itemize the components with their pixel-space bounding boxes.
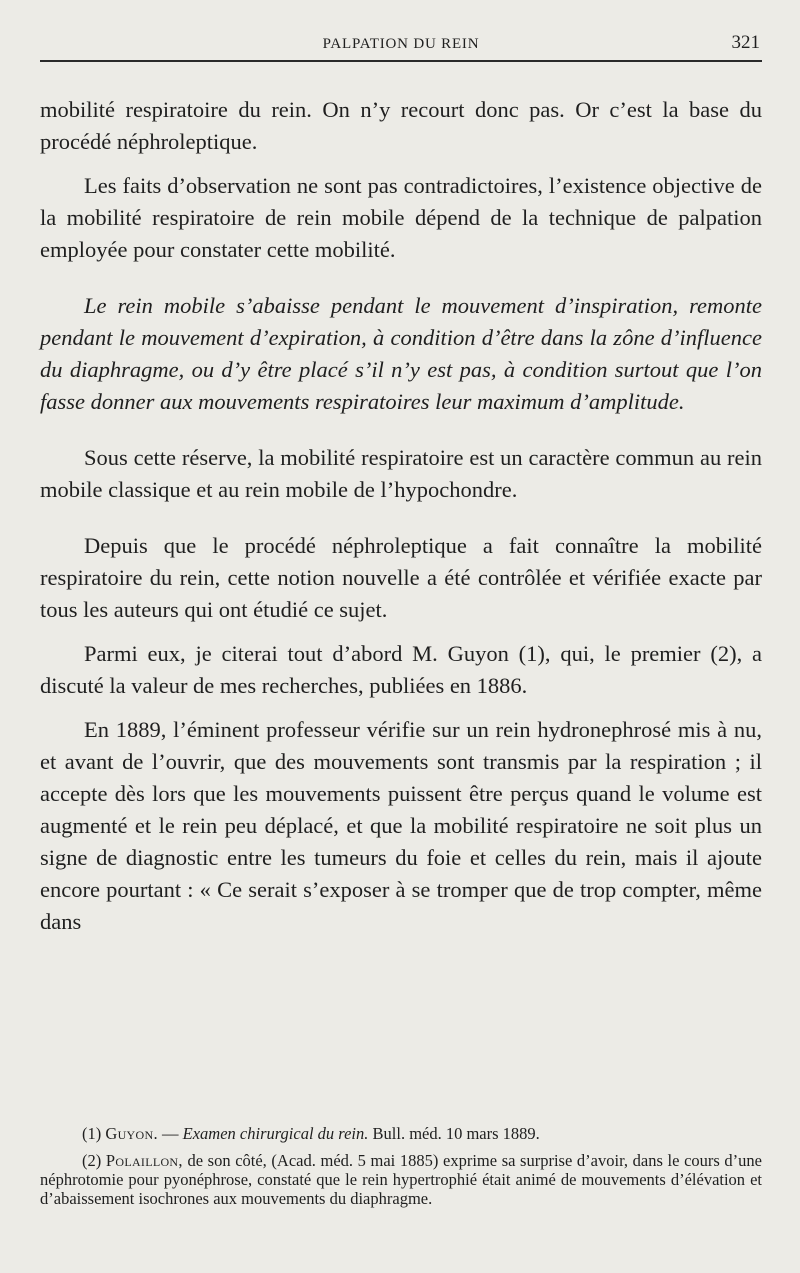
paragraph-continuation: mobilité respiratoire du rein. On n’y recourt donc pas. Or c’est la base du procédé néphroleptique.: [40, 97, 762, 154]
paragraph-principle-italic: Le rein mobile s’abaisse pendant le mouvement d’inspiration, remonte pendant le mouvement d’expiration, à condition d’être dans la zône d’influence du diaphragme, ou d’y être placé s’il n’y est pas, à condition surtout que l’on fasse donner aux mouvements respiratoires leur maximum d’amplitude.: [40, 293, 762, 414]
running-title: PALPATION DU REIN: [322, 36, 480, 52]
paragraph-observation: Les faits d’observation ne sont pas contradictoires, l’existence objective de la mobilité respiratoire de rein mobile dépend de la technique de palpation employée pour constater cette mobilité.: [40, 173, 762, 262]
footnote-1-dash: —: [162, 1124, 179, 1143]
footnote-2-marker: (2): [82, 1151, 102, 1170]
footnote-2: [40, 1151, 762, 1208]
footnote-2-author: Polaillon,: [105, 1151, 183, 1170]
paragraph-reserve: Sous cette réserve, la mobilité respiratoire est un caractère commun au rein mobile classique et au rein mobile de l’hypochondre.: [40, 445, 762, 502]
footnote-1-marker: (1): [82, 1124, 102, 1143]
footnote-1-source: Bull. méd. 10 mars 1889.: [372, 1124, 540, 1143]
paragraph-procedure: Depuis que le procédé néphroleptique a fait connaître la mobilité respiratoire du rein, cette notion nouvelle a été contrôlée et vérifiée exacte par tous les auteurs qui ont étudié ce sujet.: [40, 533, 762, 622]
footnote-2-text: de son côté, (Acad. méd. 5 mai 1885) exprime sa surprise d’avoir, dans le cours d’une néphrotomie pour pyonéphrose, constaté que le rein hypertrophié était animé de mouvements d’élévation et d’abaissement isochrones aux mouvements du diaphragme.: [40, 1151, 762, 1208]
paragraph-guyon: Parmi eux, je citerai tout d’abord M. Guyon (1), qui, le premier (2), a discuté la valeur de mes recherches, publiées en 1886.: [40, 641, 762, 698]
footnote-1-title: Examen chirurgical du rein.: [182, 1124, 369, 1143]
footnotes: [40, 1124, 762, 1208]
running-head: [40, 30, 762, 62]
paragraph-1889: En 1889, l’éminent professeur vérifie sur un rein hydronephrosé mis à nu, et avant de l’ouvrir, que des mouvements sont transmis par la respiration ; il accepte dès lors que les mouvements puissent être perçus quand le volume est augmenté et le rein peu déplacé, et que la mobilité respiratoire ne soit plus un signe de diagnostic entre les tumeurs du foie et celles du rein, mais il ajoute encore pourtant : « Ce serait s’exposer à se tromper que de trop compter, même dans: [40, 717, 762, 934]
footnote-1-author: Guyon.: [105, 1124, 158, 1143]
page-number: 321: [731, 32, 760, 53]
footnote-1: [40, 1124, 762, 1143]
body-text: [40, 94, 762, 938]
